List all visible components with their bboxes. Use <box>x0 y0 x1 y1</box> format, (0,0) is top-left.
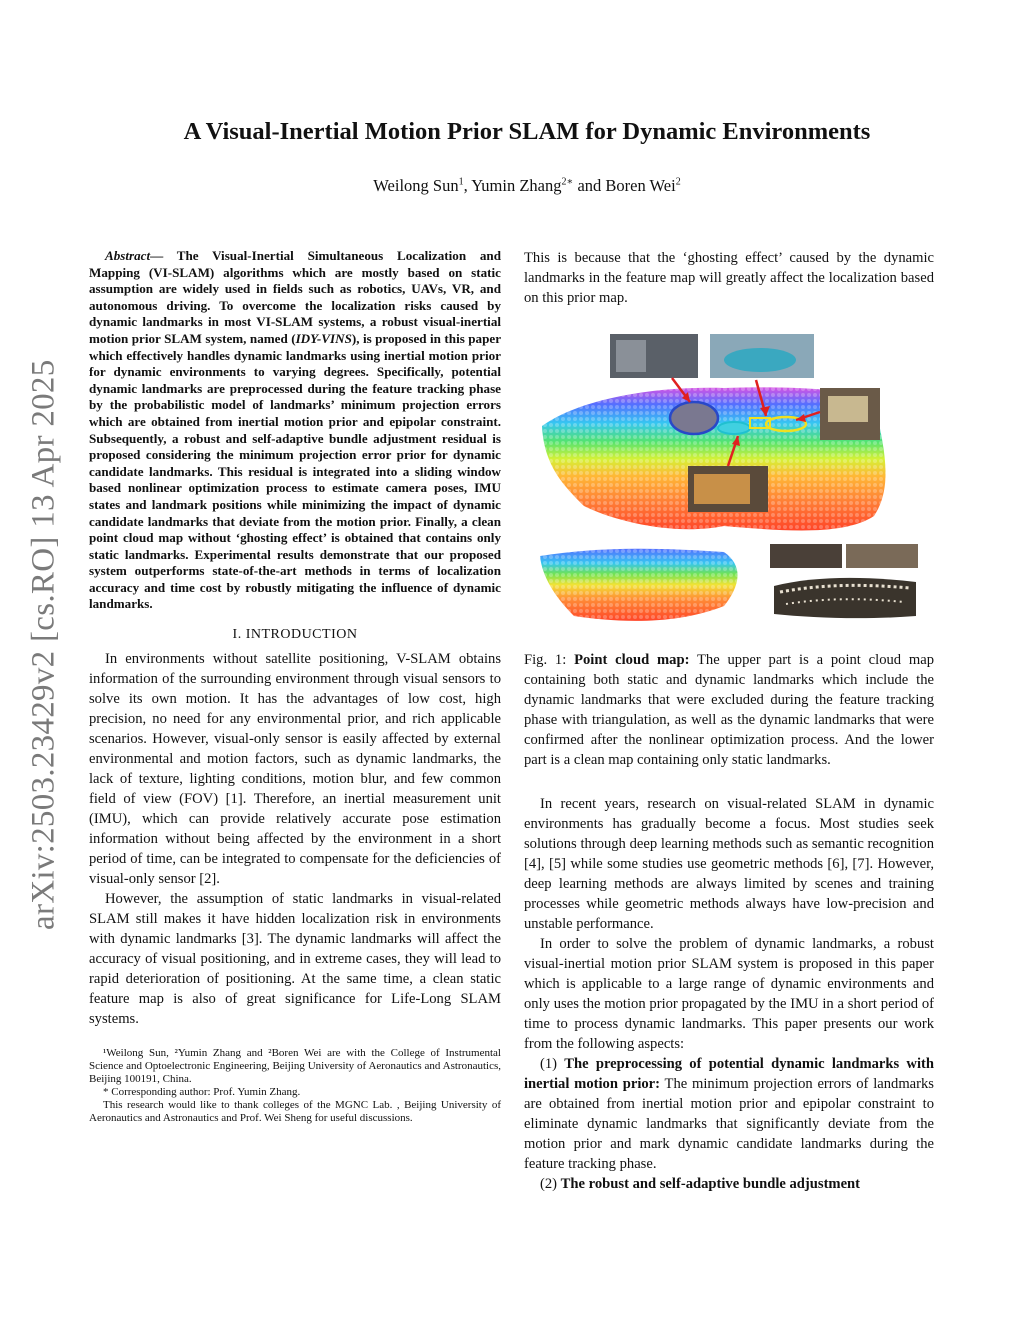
affiliation-mark: 2 <box>675 176 681 188</box>
paragraph: In environments without satellite positioning, V-SLAM obtains information of the surrounding environment through visual sensors to solve its own motion. It has the advantages of low cost, high precision, no need for any environmental prior, and rich applicable scenarios. However, visual-only sensor is easily affected by external environmental and motion factors, such as dynamic landmarks, the lack of texture, lighting conditions, motion blur, and few common field of view (FOV) [1]. Therefore, an inertial measurement unit (IMU), which can provide relatively accurate pose estimation information without being affected by the environment in a short period of time, can be integrated to compensate for the deficiencies of visual-only sensor [2]. <box>89 651 501 888</box>
item-heading: The preprocessing of potential dynamic landmarks with inertial motion prior: <box>524 1056 934 1092</box>
item-heading: The robust and self-adaptive bundle adjustment <box>560 1176 861 1192</box>
author-line <box>90 176 964 196</box>
abstract-dash: — <box>150 248 164 263</box>
footnote: ¹Weilong Sun, ²Yumin Zhang and ²Boren Wei are with the College of Instrumental Science and Optoelectronic Engineering, Beijing University of Aeronautics and Astronautics, Beijing 100191, China. <box>89 1047 501 1086</box>
section-heading: I. INTRODUCTION <box>232 627 358 643</box>
item-number: (1) <box>540 1056 565 1072</box>
paper-title: A Visual-Inertial Motion Prior SLAM for Dynamic Environments <box>183 118 871 145</box>
item-text: The minimum projection errors of landmarks are obtained from inertial motion prior and epipolar constraint to eliminate dynamic landmarks that significantly deviate from the motion prior and mark dynamic candidate landmarks during the feature tracking phase. <box>524 1076 934 1172</box>
caption-title: Point cloud map: <box>574 652 690 668</box>
footnote: * Corresponding author: Prof. Yumin Zhang. <box>103 1086 301 1099</box>
abstract-text: The Visual-Inertial Simultaneous Localization and Mapping (VI-SLAM) algorithms which are mostly based on static assumption are widely used in fields such as robotics, UAVs, VR, and autonomous driving. To overcome the localization risks caused by dynamic landmarks in most VI-SLAM systems, a robust visual-inertial motion prior SLAM system, named ( <box>89 248 501 346</box>
paragraph: In recent years, research on visual-related SLAM in dynamic environments has gradually become a focus. Most studies seek solutions through deep learning methods such as semantic recognition [4], [5] while some studies use geometric methods [6], [7]. However, deep learning methods are always limited by scenes and training processes while geometric methods always have low-precision and unstable performance. <box>524 796 934 932</box>
item-number: (2) <box>540 1176 561 1192</box>
paragraph: However, the assumption of static landmarks in visual-related SLAM still makes it have hidden localization risk in environments with dynamic landmarks [3]. The dynamic landmarks will affect the accuracy of visual positioning, and in extreme cases, they will lead to rapid deterioration of positioning. At the same time, a clean static feature map is also of great significance for Life-Long SLAM systems. <box>89 891 501 1028</box>
arxiv-side-label: arXiv:2503.23429v2 [cs.RO] 13 Apr 2025 <box>25 359 62 931</box>
caption-text: The upper part is a point cloud map containing both static and dynamic landmarks which include the dynamic landmarks that were excluded during the feature tracking phase with triangulation, as well as the dynamic landmarks that were confirmed after the nonlinear optimization process. And the lower part is a clean map containing only static landmarks. <box>524 652 935 768</box>
caption-prefix: Fig. 1: <box>524 652 575 668</box>
paragraph: This is because that the ‘ghosting effect’ caused by the dynamic landmarks in the feature map will greatly affect the localization based on this prior map. <box>524 250 934 306</box>
figure-caption <box>524 650 934 770</box>
author-separator: and <box>573 176 606 195</box>
footnotes <box>89 1047 501 1125</box>
footnote: This research would like to thank colleges of the MGNC Lab. , Beijing University of Aeronautics and Astronautics and Prof. Wei Sheng for useful discussions. <box>89 1099 501 1125</box>
affiliation-mark: 1 <box>458 176 464 188</box>
contribution-item <box>524 1054 934 1174</box>
affiliation-mark: 2∗ <box>561 176 574 188</box>
author-name: Yumin Zhang <box>471 176 562 195</box>
contribution-item <box>524 1174 934 1194</box>
author-separator: , <box>463 176 472 195</box>
author-name: Weilong Sun <box>373 176 459 195</box>
point-cloud-figure <box>524 326 934 636</box>
figure-point-cloud <box>524 326 934 636</box>
author-name: Boren Wei <box>605 176 676 195</box>
abstract-text: ), is proposed in this paper which effectively handles dynamic landmarks using inertial motion prior for dynamic environments to varying degrees. Specifically, potential dynamic landmarks are preprocessed during the feature tracking phase by the probabilistic model of landmarks’ minimum projection errors which are obtained from inertial motion prior and epipolar constraint. Subsequently, a robust and self-adaptive bundle adjustment residual is proposed considering the minimum projection error prior for dynamic candidate landmarks. This residual is integrated into a sliding window based nonlinear optimization process to estimate camera poses, IMU states and landmark positions while minimizing the impact of dynamic candidate landmarks that deviate from the motion prior. Finally, a clean point cloud map without ‘ghosting effect’ is obtained that contains only static landmarks. Experimental results demonstrate that our proposed system outperforms state-of-the-art methods in terms of localization accuracy and time cost by robustly mitigating the influence of dynamic landmarks. <box>89 330 501 612</box>
paragraph: In order to solve the problem of dynamic landmarks, a robust visual-inertial motion prior SLAM system is proposed in this paper which is applicable to a large range of dynamic environments and only uses the motion prior propagated by the IMU in a short period of time to process dynamic landmarks. This paper presents our work from the following aspects: <box>524 936 934 1052</box>
abstract-label: Abstract <box>105 248 151 263</box>
left-column <box>89 248 501 1125</box>
right-column <box>524 248 934 1194</box>
system-name: IDY-VINS <box>295 330 352 346</box>
abstract <box>89 248 501 613</box>
